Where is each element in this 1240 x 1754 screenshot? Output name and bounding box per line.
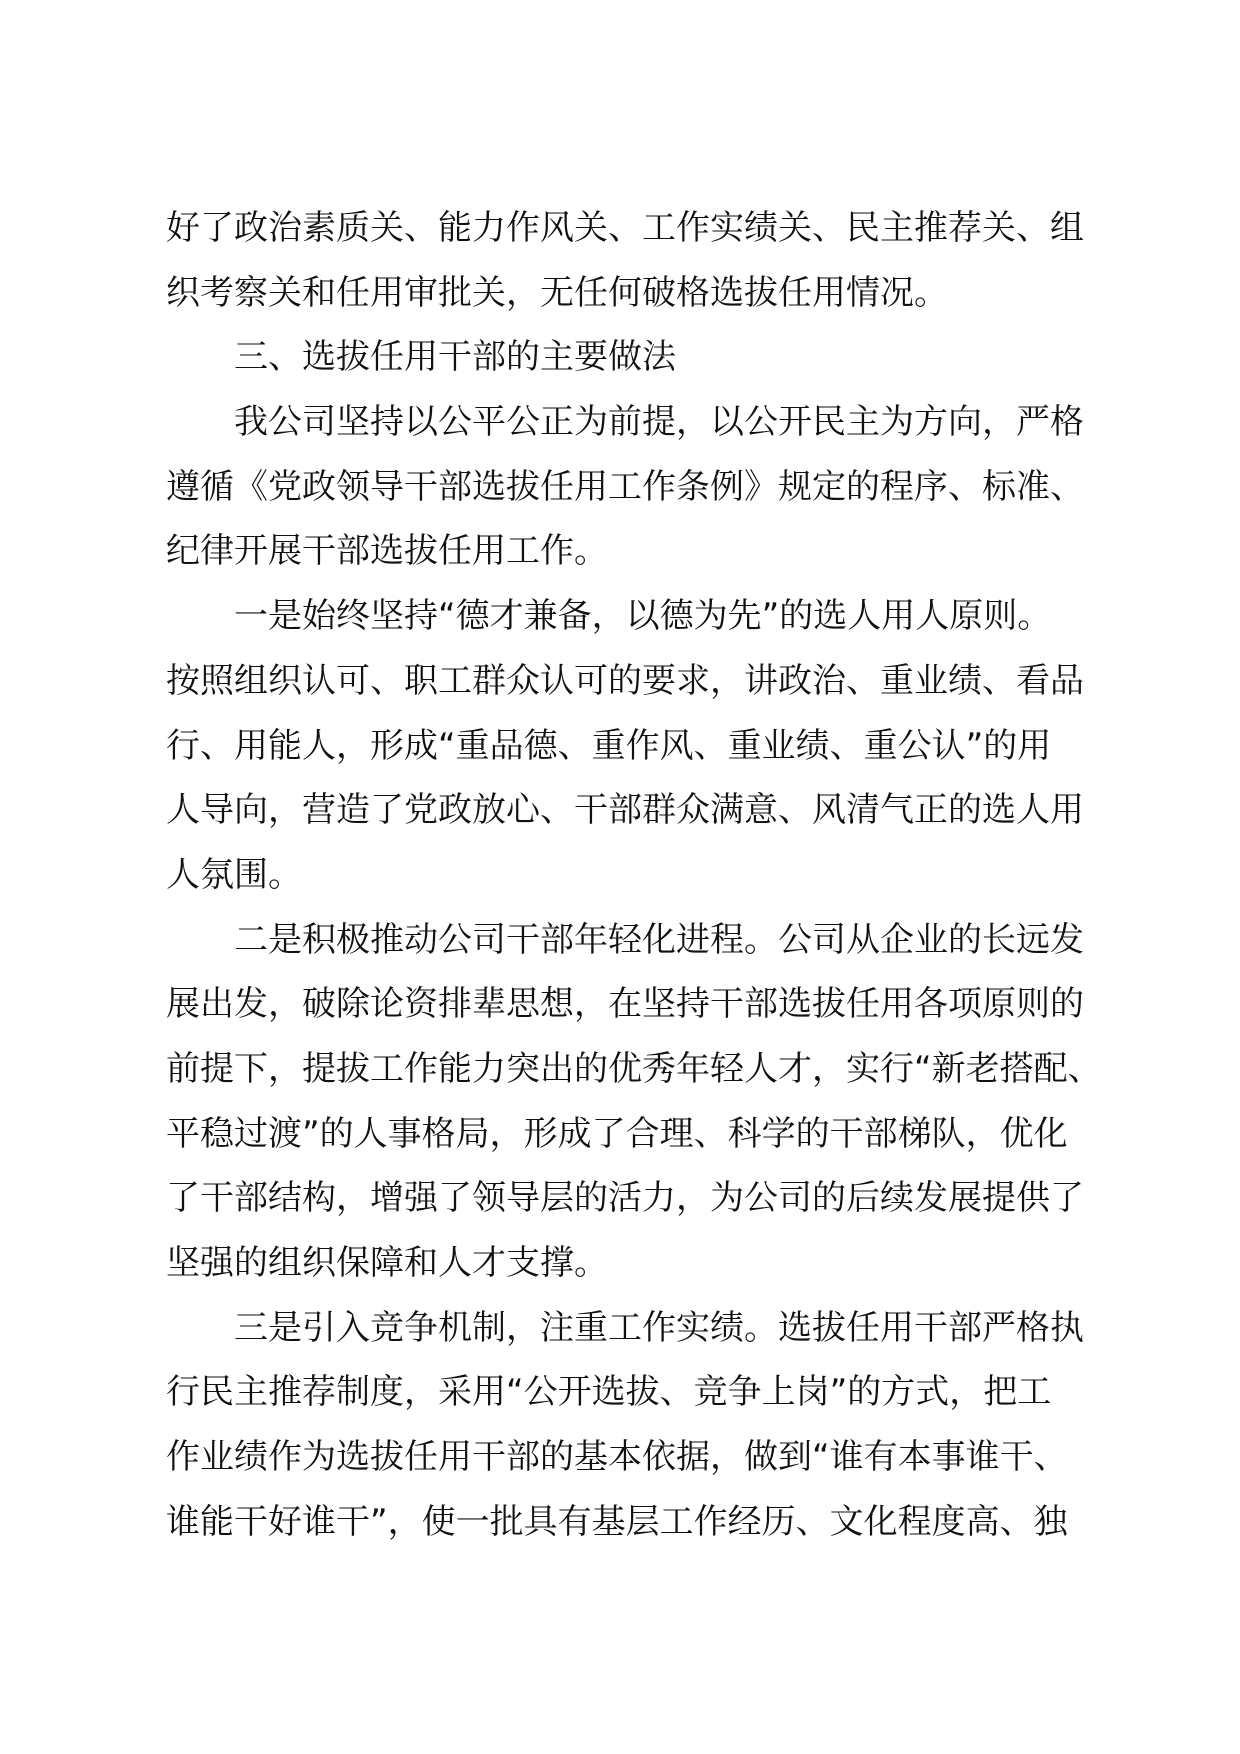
text-line: 平稳过渡”的人事格局，形成了合理、科学的干部梯队，优化	[166, 1113, 1068, 1154]
text-line: 行、用能人，形成“重品德、重作风、重业绩、重公认”的用	[166, 725, 1052, 766]
text-line: 人导向，营造了党政放心、干部群众满意、风清气正的选人用	[166, 790, 1084, 831]
text-line: 织考察关和任用审批关，无任何破格选拔任用情况。	[166, 272, 948, 313]
text-line: 前提下，提拔工作能力突出的优秀年轻人才，实行“新老搭配、	[166, 1048, 1102, 1089]
text-line: 展出发，破除论资排辈思想，在坚持干部选拔任用各项原则的	[166, 984, 1084, 1025]
text-line: 遵循《党政领导干部选拔任用工作条例》规定的程序、标准、	[166, 466, 1084, 507]
document-body	[166, 196, 1102, 1554]
text-line: 好了政治素质关、能力作风关、工作实绩关、民主推荐关、组	[166, 208, 1084, 248]
text-line: 人氛围。	[166, 854, 302, 895]
paragraph-first-line: 我公司坚持以公平公正为前提，以公开民主为方向，严格	[234, 402, 1084, 443]
text-line: 作业绩作为选拔任用干部的基本依据，做到“谁有本事谁干、	[166, 1437, 1068, 1478]
text-line: 按照组织认可、职工群众认可的要求，讲政治、重业绩、看品	[166, 660, 1084, 701]
section-heading: 三、选拔任用干部的主要做法	[234, 337, 676, 378]
paragraph-first-line: 二是积极推动公司干部年轻化进程。公司从企业的长远发	[234, 919, 1084, 960]
paragraph-first-line: 三是引入竞争机制，注重工作实绩。选拔任用干部严格执	[234, 1307, 1084, 1348]
text-line: 行民主推荐制度，采用“公开选拔、竞争上岗”的方式，把工	[166, 1372, 1052, 1413]
text-line: 纪律开展干部选拔任用工作。	[166, 531, 608, 572]
text-line: 谁能干好谁干”，使一批具有基层工作经历、文化程度高、独	[166, 1501, 1068, 1542]
text-line: 了干部结构，增强了领导层的活力，为公司的后续发展提供了	[166, 1178, 1084, 1219]
paragraph-first-line: 一是始终坚持“德才兼备，以德为先”的选人用人原则。	[234, 596, 1052, 637]
text-line: 坚强的组织保障和人才支撑。	[166, 1243, 608, 1283]
